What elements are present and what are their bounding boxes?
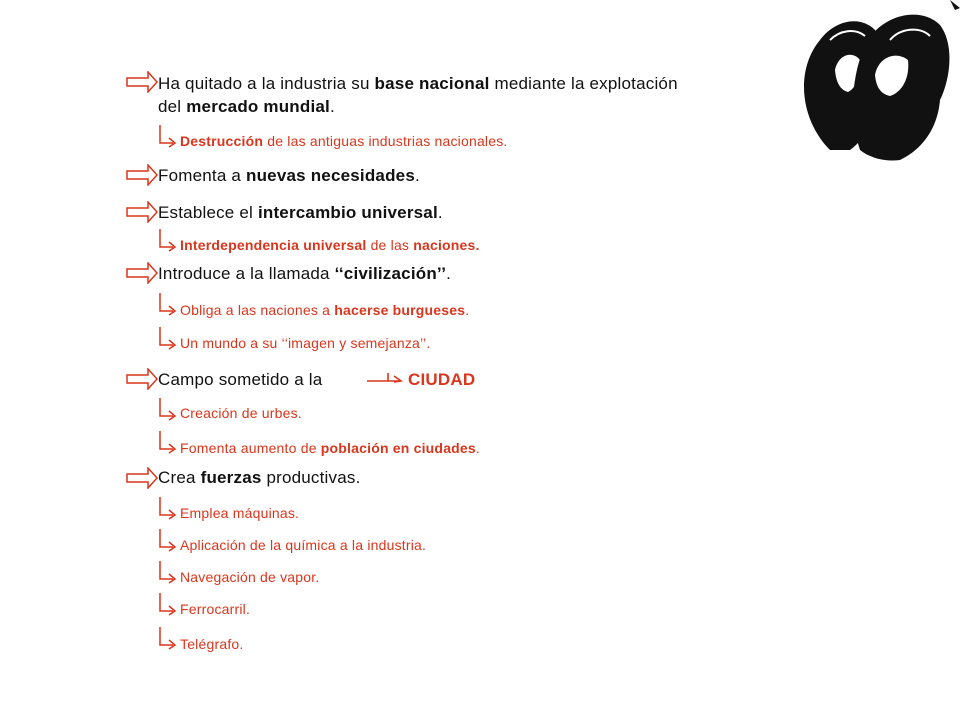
item-6-sub-3: Navegación de vapor. [180, 569, 320, 585]
open-arrow-icon [126, 71, 158, 93]
item-1-line-1: Ha quitado a la industria su base nacional mediante la explotación [158, 74, 678, 93]
hook-arrow-icon [156, 528, 180, 552]
hook-arrow-icon [156, 592, 180, 616]
item-3-line: Establece el intercambio universal. [158, 203, 443, 222]
marx-engels-portrait [790, 0, 960, 165]
hook-arrow-icon [156, 626, 180, 650]
item-3-sub-1: Interdependencia universal de las naciones. [180, 237, 480, 253]
item-6-sub-4: Ferrocarril. [180, 601, 251, 617]
item-1-sub-1: Destrucción de las antiguas industrias nacionales. [180, 133, 508, 149]
item-6-sub-2: Aplicación de la química a la industria. [180, 537, 427, 553]
open-arrow-icon [126, 262, 158, 284]
open-arrow-icon [126, 164, 158, 186]
item-4-sub-2: Un mundo a su ‘‘imagen y semejanza’’. [180, 335, 431, 351]
item-5-line: Campo sometido a la [158, 370, 323, 389]
open-arrow-icon [126, 467, 158, 489]
hook-arrow-icon [156, 397, 180, 421]
hook-arrow-icon [156, 124, 180, 148]
hook-arrow-icon [156, 228, 180, 252]
hook-arrow-icon [156, 292, 180, 316]
item-1-line-2: del mercado mundial. [158, 97, 335, 116]
item-6-sub-1: Emplea máquinas. [180, 505, 300, 521]
item-6-line: Crea fuerzas productivas. [158, 468, 361, 487]
ciudad-label: CIUDAD [408, 370, 476, 389]
right-arrow-icon [366, 369, 404, 383]
item-5-sub-2: Fomenta aumento de población en ciudades. [180, 440, 480, 456]
item-6-sub-5: Telégrafo. [180, 636, 244, 652]
open-arrow-icon [126, 201, 158, 223]
hook-arrow-icon [156, 560, 180, 584]
hook-arrow-icon [156, 496, 180, 520]
open-arrow-icon [126, 368, 158, 390]
item-5-sub-1: Creación de urbes. [180, 405, 302, 421]
hook-arrow-icon [156, 326, 180, 350]
hook-arrow-icon [156, 430, 180, 454]
item-4-sub-1: Obliga a las naciones a hacerse burgueses. [180, 302, 470, 318]
item-4-line: Introduce a la llamada ‘‘civilización’’. [158, 264, 452, 283]
item-2-line: Fomenta a nuevas necesidades. [158, 166, 420, 185]
